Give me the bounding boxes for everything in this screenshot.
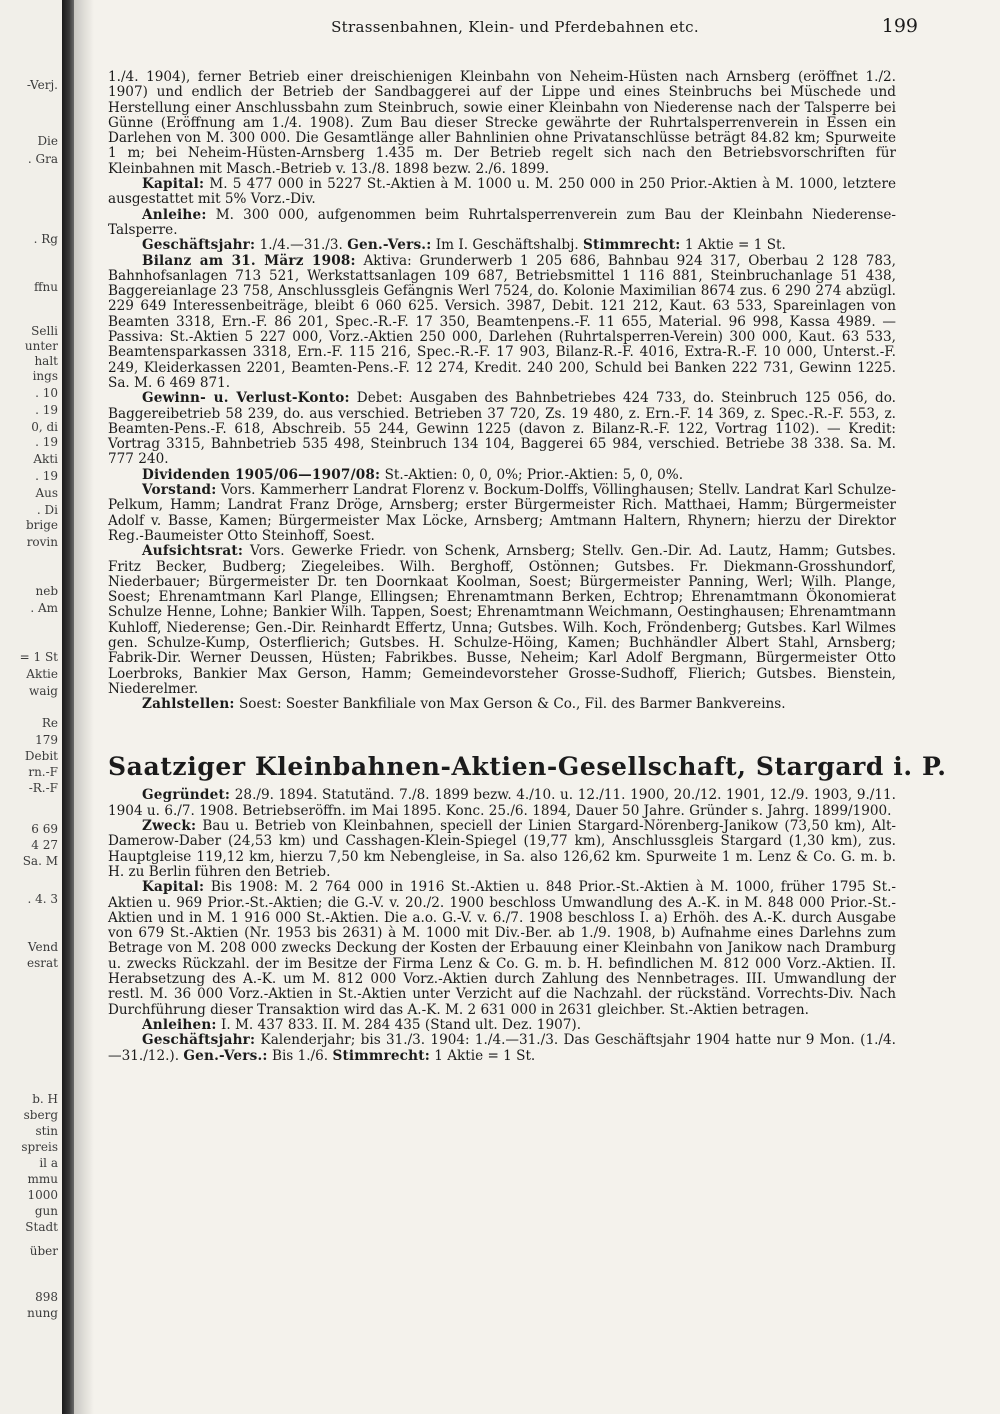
zweck-text: Bau u. Betrieb von Kleinbahnen, speciell der Linien Stargard-Nörenberg-Janikow (73,50 km), Alt-Damerow-Daber (24,53 km) und Casshagen-Klein-Spiegel (19,77 km), Anschlussgleis Stargard (1,30 km), zus. Hauptgleise 119,12 km, hierzu 7,50 km Nebengleise, in Sa. also 126,62 km. Spurweite 1 m. Lenz & Co. G. m. b. H. zu Berlin führen den Betrieb. — [108, 818, 896, 880]
margin-fragment: ings — [32, 369, 58, 383]
vorstand-text: Vors. Kammerherr Landrat Florenz v. Bockum-Dolffs, Völlinghausen; Stellv. Landrat Karl Schulze-Pelkum, Hamm; Landrat Franz Dröge, Arnsberg; erster Bürgermeister Rich. Matthaei, Hamm; Bürgermeister Adolf v. Basse, Kamen; Bürgermeister Max Löcke, Arnsberg; Amtmann Haltern, Rhynern; hierzu der Direktor Reg.-Baumeister Otto Steinhoff, Soest. — [108, 482, 897, 544]
margin-fragment: Die — [37, 134, 58, 148]
genvers-text: Im I. Geschäftshalbj. — [435, 237, 579, 254]
margin-fragment: . 10 — [35, 386, 58, 400]
margin-fragment: über — [29, 1244, 58, 1258]
margin-fragment: rovin — [26, 535, 58, 549]
margin-fragment: Vend — [27, 940, 58, 954]
margin-fragment: Selli — [31, 324, 58, 338]
section2-anleihen — [108, 1018, 896, 1033]
section1-intro — [108, 70, 896, 177]
margin-fragment: . Rg — [33, 232, 58, 246]
gegruendet-label: Gegründet: — [142, 787, 231, 804]
margin-fragment: rn.-F — [28, 765, 58, 779]
margin-fragment: b. H — [32, 1092, 58, 1106]
gj2-text: Kalenderjahr; bis 31./3. 1904: 1./4.—31./3. Das Geschäftsjahr 1904 hatte nur 9 Mon. (1./4.—31./12.). — [108, 1032, 896, 1064]
section1-zahlstellen — [108, 697, 896, 712]
kapital-text: M. 5 477 000 in 5227 St.-Aktien à M. 1000 u. M. 250 000 in 250 Prior.-Aktien à M. 1000, letztere ausgestattet mit 5% Vorz.-Div. — [108, 176, 896, 208]
margin-fragment: 0, di — [31, 420, 58, 434]
company-heading: Saatziger Kleinbahnen-Aktien-Gesellschaft, Stargard i. P. — [108, 752, 947, 782]
margin-fragment: 898 — [35, 1290, 58, 1304]
margin-fragment: 4 27 — [31, 838, 58, 852]
margin-fragment: stin — [35, 1124, 58, 1138]
margin-fragment: = 1 St — [19, 650, 58, 664]
margin-fragment: ffnu — [34, 280, 58, 294]
margin-fragment: nung — [27, 1306, 58, 1320]
zahlstellen-text: Soest: Soester Bankfiliale von Max Gerson & Co., Fil. des Barmer Bankvereins. — [238, 696, 786, 713]
dividenden-label: Dividenden 1905/06—1907/08: — [142, 466, 381, 483]
dividenden-text: St.-Aktien: 0, 0, 0%; Prior.-Aktien: 5, 0, 0%. — [384, 466, 684, 483]
margin-fragment: -Verj. — [26, 78, 58, 92]
left-margin-previous-page — [0, 0, 62, 1414]
margin-fragment: Aus — [35, 486, 58, 500]
margin-fragment: Stadt — [25, 1220, 58, 1234]
stimmrecht2-label: Stimmrecht: — [332, 1047, 430, 1064]
margin-fragment: waig — [29, 684, 58, 698]
book-spine-shadow — [62, 0, 74, 1414]
stimmrecht-label: Stimmrecht: — [582, 237, 681, 254]
margin-fragment: 6 69 — [31, 822, 58, 836]
section1-dividenden — [108, 468, 896, 483]
guv-label: Gewinn- u. Verlust-Konto: — [142, 390, 350, 407]
margin-fragment: 1000 — [27, 1188, 58, 1202]
kapital-label: Kapital: — [142, 176, 205, 193]
genvers2-text: Bis 1./6. — [271, 1047, 329, 1064]
margin-fragment: . Di — [36, 503, 58, 517]
section2-gegruendet — [108, 788, 896, 819]
section2-geschaeftsjahr — [108, 1033, 896, 1064]
margin-fragment: . 4. 3 — [27, 892, 58, 906]
kapital2-label: Kapital: — [142, 879, 205, 896]
bilanz-text: Aktiva: Grunderwerb 1 205 686, Bahnbau 924 317, Oberbau 2 128 783, Bahnhofsanlagen 713 521, Werkstattsanlagen 109 687, Betriebsmittel 1 116 881, Steinbruchanlage 51 438, Baggereianlage 23 758, Anschlussgleis Gefängnis Werl 7524, do. Kolonie Maximilian 8674 zus. 6 290 274 abzügl. 229 649 Interessenbeiträge, bleibt 6 060 625. Versich. 3987, Debit. 121 212, Kaut. 63 533, Spareinlagen von Beamten 3318, Ern.-F. 86 201, Spec.-R.-F. 17 350, Beamtenpens.-F. 11 655, Material. 96 998, Kassa 4989. — Passiva: St.-Aktien 5 227 000, Vorz.-Aktien 250 000, Darlehen (Ruhrtalsperren-Verein) 300 000, Kaut. 63 533, Beamtensparkassen 3318, Ern.-F. 115 216, Spec.-R.-F. 17 903, Bilanz-R.-F. 4016, Extra-R.-F. 10 000, Unterst.-F. 249, Kleiderkassen 2201, Beamten-Pens.-F. 12 274, Kredit. 240 200, Schuld bei Banken 222 731, Gewinn 1225. Sa. M. 6 469 871. — [108, 252, 897, 391]
section2-zweck — [108, 819, 896, 880]
kapital2-text: Bis 1908: M. 2 764 000 in 1916 St.-Aktien u. 848 Prior.-St.-Aktien à M. 1000, früher 1795 St.-Aktien u. 969 Prior.-St.-Aktien; die G.-V. v. 20./2. 1900 beschloss Umwandlung des A.-K. in M. 848 000 Prior.-St.-Aktien und in M. 1 916 000 St.-Aktien. Die a.o. G.-V. v. 6./7. 1908 beschloss I. a) Erhöh. des A.-K. durch Ausgabe von 679 St.-Aktien (Nr. 1953 bis 2631) à M. 1000 mit Div.-Ber. ab 1./9. 1908, b) Aufnahme eines Darlehns zum Betrage von M. 208 000 zwecks Deckung der Kosten der Erbauung einer Kleinbahn von Janikow nach Dramburg u. zwecks Rückzahl. der im Besitze der Firma Lenz & Co. G. m. b. H. befindlichen M. 812 000 Vorz.-Aktien. II. Herabsetzung des A.-K. um M. 812 000 Vorz.-Aktien durch Zahlung des Nennbetrages. III. Umwandlung der restl. M. 36 000 Vorz.-Aktien in St.-Aktien unter Verzicht auf die Nachzahl. der rückständ. Vorrechts-Div. Nach Durchführung dieser Transaktion wird das A.-K. M. 2 631 000 in 2631 gleichber. St.-Aktien betragen. — [108, 879, 896, 1018]
margin-fragment: gun — [34, 1204, 58, 1218]
section1-intro-text: 1./4. 1904), ferner Betrieb einer dreischienigen Kleinbahn von Neheim-Hüsten nach Arnsberg (eröffnet 1./2. 1907) und endlich der Betrieb der Sandbaggerei auf der Lippe und eines Steinbruchs bei Müschede und Herstellung einer Anschlussbahn zum Steinbruch, sowie einer Kleinbahn von Niederense nach der Talsperre bei Günne (Eröffnung am 1./4. 1908). Zum Bau dieser Strecke gewährte der Ruhrtalsperrenverein in Essen ein Darlehen von M. 300 000. Die Gesamtlänge aller Bahnlinien ohne Privatanschlüsse beträgt 84.82 km; Spurweite 1 m; bei Neheim-Hüsten-Arnsberg 1.435 m. Der Betrieb regelt sich nach den Betriebsvorschriften für Kleinbahnen mit Masch.-Betrieb v. 13./8. 1898 bezw. 2./6. 1899. — [108, 69, 896, 177]
stimmrecht-text: 1 Aktie = 1 St. — [684, 237, 786, 254]
page-body — [108, 69, 947, 1064]
section1-bilanz — [108, 254, 896, 392]
anleihen-text: I. M. 437 833. II. M. 284 435 (Stand ult. Dez. 1907). — [220, 1016, 582, 1033]
gegruendet-text: 28./9. 1894. Statutänd. 7./8. 1899 bezw. 4./10. u. 12./11. 1900, 20./12. 1901, 12./9. 1903, 9./11. 1904 u. 6./7. 1908. Betriebseröffn. im Mai 1895. Konc. 25./6. 1894, Dauer 50 Jahre. Gründer s. Jahrg. 1899/1900. — [108, 787, 896, 819]
section2-kapital — [108, 880, 896, 1018]
zweck-label: Zweck: — [142, 818, 197, 835]
gj-text: 1./4.—31./3. — [259, 237, 343, 254]
margin-fragment: Re — [41, 716, 58, 730]
zahlstellen-label: Zahlstellen: — [142, 696, 235, 713]
guv-text: Debet: Ausgaben des Bahnbetriebes 424 733, do. Steinbruch 125 056, do. Baggereibetrieb 58 239, do. aus verschied. Betrieben 37 720, Zs. 19 480, z. Ern.-F. 14 369, z. Spec.-R.-F. 553, z. Beamten-Pens.-F. 618, Abschreib. 55 244, Gewinn 1225 (davon z. Bilanz-R.-F. 122, Vortrag 1102). — Kredit: Vortrag 3315, Bahnbetrieb 535 498, Steinbruch 134 104, Baggerei 65 984, verschied. Betriebe 38 338. Sa. M. 777 240. — [108, 390, 896, 468]
stimmrecht2-text: 1 Aktie = 1 St. — [434, 1047, 536, 1064]
margin-fragment: . 19 — [35, 469, 58, 483]
margin-fragment: . 19 — [35, 403, 58, 417]
margin-fragment: il a — [39, 1156, 58, 1170]
margin-fragment: brige — [25, 518, 58, 532]
margin-fragment: Sa. M — [22, 854, 58, 868]
margin-fragment: unter — [24, 339, 58, 353]
section1-geschaeftsjahr — [108, 238, 896, 253]
section1-anleihe — [108, 208, 896, 239]
gj-label: Geschäftsjahr: — [142, 237, 256, 254]
gutter-shade — [74, 0, 94, 1414]
section1-vorstand — [108, 483, 896, 544]
margin-fragment: Debit — [24, 749, 58, 763]
genvers-label: Gen.-Vers.: — [347, 237, 432, 254]
margin-fragment: 179 — [35, 733, 58, 747]
margin-fragment: mmu — [27, 1172, 58, 1186]
margin-fragment: . Am — [30, 601, 58, 615]
margin-fragment: halt — [34, 354, 58, 368]
anleihen-label: Anleihen: — [142, 1016, 217, 1033]
aufsichtsrat-label: Aufsichtsrat: — [142, 543, 244, 560]
margin-fragment: . Gra — [27, 152, 58, 166]
bilanz-label: Bilanz am 31. März 1908: — [142, 252, 356, 269]
aufsichtsrat-text: Vors. Gewerke Friedr. von Schenk, Arnsberg; Stellv. Gen.-Dir. Ad. Lautz, Hamm; Gutsbes. Fritz Becker, Budberg; Ziegeleibes. Wilh. Berghoff, Ostönnen; Gutsbes. Fr. Diekmann-Grosshundorf, Niederbauer; Bürgermeister Dr. ten Doornkaat Koolman, Soest; Bürgermeister Panning, Werl; Wilh. Plange, Soest; Ehrenamtmann Karl Plange, Ellingsen; Ehrenamtmann Berken, Echtrop; Ehrenamtmann Ökonomierat Schulze Henne, Lohne; Bankier Wilh. Tappen, Soest; Ehrenamtmann Weichmann, Oestinghausen; Ehrenamtmann Kuhloff, Niederense; Gen.-Dir. Reinhardt Effertz, Unna; Gutsbes. Wilh. Koch, Fröndenberg; Gutsbes. Karl Wilmes gen. Schulze-Kump, Osterflierich; Gutsbes. H. Schulze-Höing, Kamen; Buchhändler Albert Stahl, Arnsberg; Fabrik-Dir. Werner Deussen, Hüsten; Fabrikbes. Busse, Neheim; Karl Adolf Bergmann, Bürgermeister Otto Loerbroks, Bankier Max Gerson, Hamm; Gemeindevorsteher Grosse-Sudhoff, Flierich; Gutsbes. Bienstein, Niederelmer. — [108, 543, 896, 697]
genvers2-label: Gen.-Vers.: — [183, 1047, 268, 1064]
margin-fragment: neb — [35, 584, 58, 598]
margin-fragment: . 19 — [35, 435, 58, 449]
margin-fragment: spreis — [21, 1140, 58, 1154]
margin-fragment: Aktie — [26, 667, 58, 681]
margin-fragment: sberg — [23, 1108, 58, 1122]
anleihe-label: Anleihe: — [142, 206, 207, 223]
margin-fragment: -R.-F — [28, 781, 58, 795]
margin-fragment: esrat — [27, 956, 58, 970]
section1-guv — [108, 391, 896, 467]
running-title: Strassenbahnen, Klein- und Pferdebahnen etc. — [331, 18, 699, 36]
section1-aufsichtsrat — [108, 544, 896, 697]
anleihe-text: M. 300 000, aufgenommen beim Ruhrtalsperrenverein zum Bau der Kleinbahn Niederense-Talsperre. — [108, 206, 896, 238]
gj2-label: Geschäftsjahr: — [142, 1032, 256, 1049]
section1-kapital — [108, 177, 896, 208]
vorstand-label: Vorstand: — [142, 482, 217, 499]
margin-fragment: Akti — [33, 452, 58, 466]
page-number: 199 — [881, 15, 918, 37]
